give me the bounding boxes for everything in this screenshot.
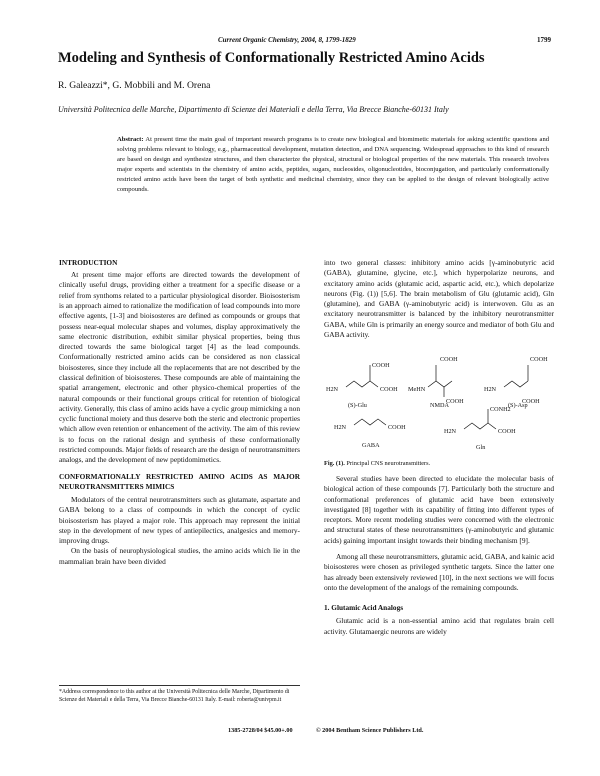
gaba-structure — [334, 419, 406, 449]
nmda-cooh: COOH — [446, 398, 464, 405]
gln-conh2: CONH2 — [490, 406, 511, 413]
abstract-text: At present time the main goal of important research programs is to create new biological and biomimetic materials for asking scientific questions and solving problems relevant to biology, e.g., pharmaceutical development, mutation detection, and DNA sequencing. Widespread approaches to this kind of research are based on design and synthesize structures, and then characterize the physical, structural or biological properties of the new materials. This research involves major experts and scientists in the chemistry of amino acids, peptides, sugars, nucleosides, oligonucleotides, bioconjugation, and particularly conformationally restricted amino acids have been the target of both synthetic and medicinal chemistry, since they can be applied to the design of relevant biologically active compounds. — [117, 136, 549, 193]
gln-structure — [444, 406, 516, 451]
footer-issn: 1385-2728/04 $45.00+.00 — [228, 727, 293, 734]
left-column — [59, 258, 300, 567]
nmda-label: NMDA — [430, 402, 449, 409]
figure-caption-label: Fig. (1). — [324, 460, 345, 467]
section2-heading: CONFORMATIONALLY RESTRICTED AMINO ACIDS AS MAJOR NEUROTRANSMITTERS MIMICS — [59, 471, 300, 491]
right-paragraph-1: Several studies have been directed to elucidate the molecular basis of biological action of these compounds [7]. Particularly both the structure and conformational preferences of glutamic acid have been extensively investigated [8] together with its capability of fitting into different types of receptors. More recent modeling studies were concerned with the electronic and structural states of these neurotransmitters (γ-aminobutyric and glutamic acids) gaining important insight towards their binding mechanism [9]. — [324, 474, 554, 545]
abstract — [117, 135, 549, 195]
s-glu-cooh-top: COOH — [372, 362, 390, 369]
gaba-cooh: COOH — [388, 424, 406, 431]
right-column-top — [324, 258, 554, 340]
s-glu-label: (S)-Glu — [348, 402, 367, 409]
s-asp-h2n: H2N — [484, 386, 497, 393]
page-number: 1799 — [537, 36, 551, 44]
gaba-h2n: H2N — [334, 424, 347, 431]
gln-cooh: COOH — [498, 428, 516, 435]
s-glu-structure — [326, 362, 398, 409]
section2-paragraph-1: Modulators of the central neurotransmitters such as glutamate, aspartate and GABA belong to a class of compounds in which the concept of cyclic bioisosterism has played a major role. This approach may represent the initial step in the development of new types of antiepilectics, analgesics and memory-improving drugs. — [59, 494, 300, 546]
gln-label: Gln — [476, 444, 486, 451]
figure-caption-text: Principal CNS neurotransmitters. — [346, 460, 431, 467]
s-asp-structure — [484, 356, 548, 409]
s-glu-cooh: COOH — [380, 386, 398, 393]
article-title: Modeling and Synthesis of Conformationally Restricted Amino Acids — [58, 50, 485, 66]
right-top-paragraph: into two general classes: inhibitory amino acids [γ-aminobutyric acid (GABA), glutamine, glycine, etc.], which hyperpolarize neurons, and excitatory amino acids (glutamic acid, aspartic acid, etc.), which depolarize neurons (Fig. (1)) [5,6]. The brain metabolism of Glu (glutamic acid), Gln (glutamine), and GABA (γ-aminobutyric acid) is interwoven. Glu as an excitatory neurotransmitter is balanced by the inhibitory neurotransmitter GABA, while Gln is primarily an energy source and mediator of both Glu and GABA activity. — [324, 258, 554, 339]
intro-heading: INTRODUCTION — [59, 258, 118, 267]
section2-paragraph-2: On the basis of neurophysiological studies, the amino acids which lie in the mammalian brain have been divided — [59, 546, 300, 566]
glutamic-paragraph: Glutamic acid is a non-essential amino acid that regulates brain cell activity. Glutamaergic neurons are widely — [324, 616, 554, 636]
s-asp-cooh: COOH — [522, 398, 540, 405]
s-asp-cooh-top: COOH — [530, 356, 548, 363]
nmda-cooh-top: COOH — [440, 356, 458, 363]
gaba-label: GABA — [362, 442, 380, 449]
right-paragraph-2: Among all these neurotransmitters, glutamic acid, GABA, and kainic acid bioisosteres were chosen as privileged synthetic targets. Since the latter one has already been extensively reviewed [10], in the next sections we will focus onto the development of the analogs of the remaining compounds. — [324, 551, 554, 592]
nmda-structure — [408, 356, 464, 409]
affiliation: Università Politecnica delle Marche, Dipartimento di Scienze dei Materiali e della Terra, Via Brecce Bianche-60131 Italy — [58, 105, 449, 114]
authors: R. Galeazzi*, G. Mobbili and M. Orena — [58, 80, 211, 91]
footer-copyright: © 2004 Bentham Science Publishers Ltd. — [316, 727, 424, 734]
nmda-mehn: MeHN — [408, 386, 426, 393]
s-asp-label: (S)-Asp — [508, 402, 528, 409]
journal-citation: Current Organic Chemistry, 2004, 8, 1799-1829 — [218, 36, 356, 44]
abstract-label: Abstract: — [117, 136, 144, 143]
s-glu-h2n: H2N — [326, 386, 339, 393]
figure-1 — [324, 345, 554, 455]
footnote: *Address correspondence to this author at the Università Politecnica delle Marche, Dipartimento di Scienze dei Materiali e della Terra, Via Brecce Bianche-60131 Italy. E-mail: roberta@univpm.it — [59, 685, 300, 705]
glutamic-heading: 1. Glutamic Acid Analogs — [324, 603, 404, 613]
gln-h2n: H2N — [444, 428, 457, 435]
figure-caption — [324, 460, 430, 467]
intro-paragraph: At present time major efforts are directed towards the development of clinically useful drugs, providing either a treatment for a specific disease or a relief from synthoms related to a particular physiological disorder. Bioisosterism is an approach aimed to rationalize the modification of lead compounds into more effective agents, [1-3] and bioisosteres are defined as compounds or groups that possess near-equal molecular shapes and volumes, display approximatively the same electronic distribution, exhibit similar physical properties, being thus directed towards the same biological target [4] as the lead compounds. Conformationally restricted amino acids can be considered as non classical bioisosteres, since they include all the replacements that are not described by the classical definition of bioisosteres. These compounds are able of maintaining the spatial arrangement, electronic and other physico-chemical properties of the natural compounds or their functional groups critical for retention of biological activity. Generally, this class of amino acids have a cyclic group mimicking a non cyclic functional moiety and thus deserve both the steric and electronic properties which allow even retention or enhancement of the activity. The aim of this review is to focus on the rational design and synthesis of these conformationally restricted compounds. Major fields of research are the design of neurotransmitters analogs, and the development of new peptidomimetics. — [59, 270, 300, 465]
right-column-lower — [324, 474, 554, 637]
